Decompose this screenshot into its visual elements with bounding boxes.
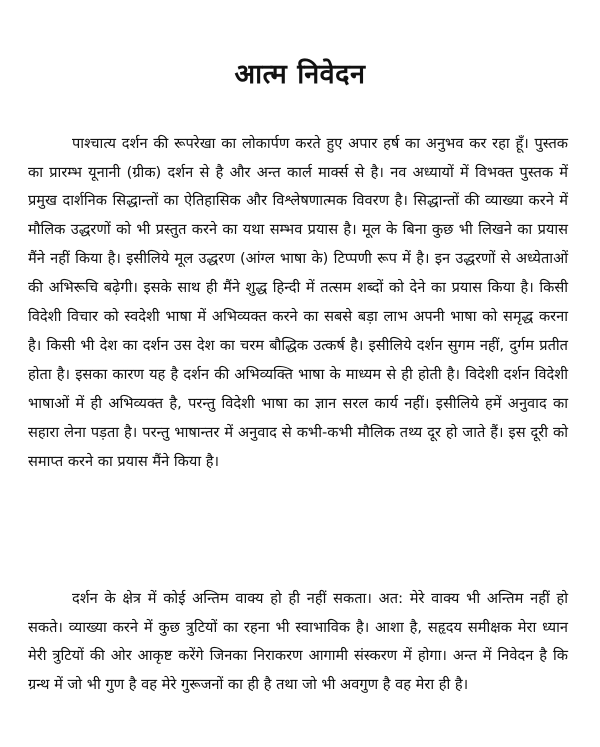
page-title: आत्म निवेदन: [234, 59, 366, 90]
paragraph-2: दर्शन के क्षेत्र में कोई अन्तिम वाक्य हो ही नहीं सकता। अत: मेरे वाक्य भी अन्तिम नहीं हो सकते। व्याख्या करने में कुछ त्रुटियों का रहना भी स्वाभाविक है। आशा है, सहृदय समीक्षक मेरा ध्यान मेरी त्रुटियों की ओर आकृष्ट करेंगे जिनका निराकरण आगामी संस्करण में होगा। अन्त में निवेदन है कि ग्रन्थ में जो भी गुण है वह मेरे गुरूजनों का ही है तथा जो भी अवगुण है वह मेरा ही है।: [28, 589, 568, 694]
paragraph-1: पाश्चात्य दर्शन की रूपरेखा का लोकार्पण करते हुए अपार हर्ष का अनुभव कर रहा हूँ। पुस्तक का प्रारम्भ यूनानी (ग्रीक) दर्शन से है और अन्त कार्ल मार्क्स से है। नव अध्यायों में विभक्त पुस्तक में प्रमुख दार्शनिक सिद्धान्तों का ऐतिहासिक और विश्लेषणात्मक विवरण है। सिद्धान्तों की व्याख्या करने में मौलिक उद्धरणों को भी प्रस्तुत करने का यथा सम्भव प्रयास है। मूल के बिना कुछ भी लिखने का प्रयास मैंने नहीं किया है। इसीलिये मूल उद्धरण (आंग्ल भाषा के) टिप्पणी रूप में है। इन उद्धरणों से अध्येताओं की अभिरूचि बढ़ेगी। इसके साथ ही मैंने शुद्ध हिन्दी में तत्सम शब्दों को देने का प्रयास किया है। किसी विदेशी विचार को स्वदेशी भाषा में अभिव्यक्त करने का सबसे बड़ा लाभ अपनी भाषा को समृद्ध करना है। किसी भी देश का दर्शन उस देश का चरम बौद्धिक उत्कर्ष है। इसीलिये दर्शन सुगम नहीं, दुर्गम प्रतीत होता है। इसका कारण यह है दर्शन की अभिव्यक्ति भाषा के माध्यम से ही होती है। विदेशी दर्शन विदेशी भाषाओं में ही अभिव्यक्त है, परन्तु विदेशी भाषा का ज्ञान सरल कार्य नहीं। इसीलिये हमें अनुवाद का सहारा लेना पड़ता है। परन्तु भाषान्तर में अनुवाद से कभी-कभी मौलिक तथ्य दूर हो जाते हैं। इस दूरी को समाप्त करने का प्रयास मैंने किया है।: [28, 134, 568, 470]
